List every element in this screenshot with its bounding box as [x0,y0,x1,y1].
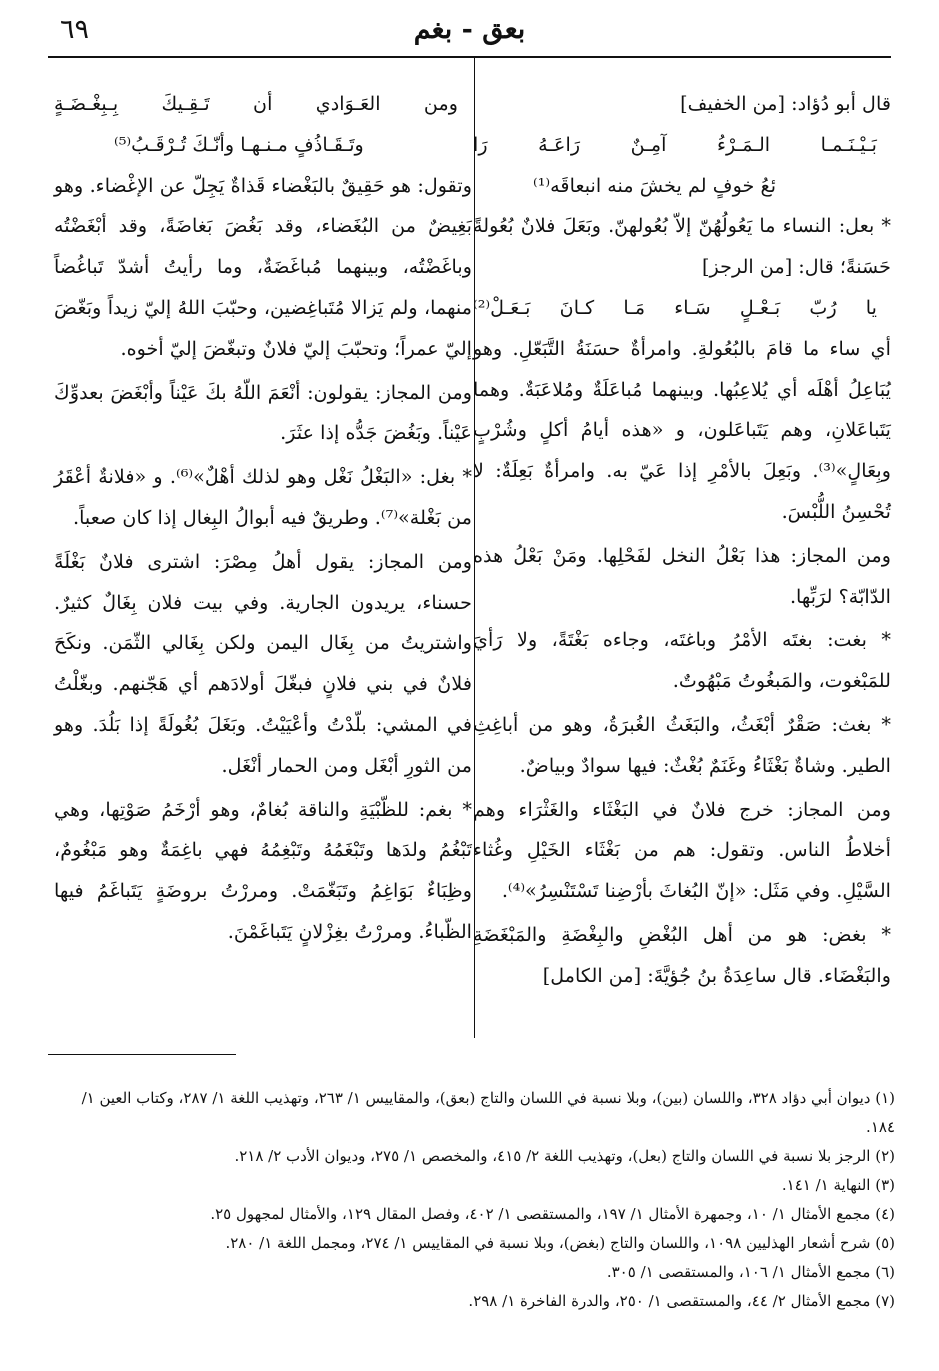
footnote: (٢) الرجز بلا نسبة في اللسان والتاج (بعل)، وتهذيب اللغة ٢/ ٤١٥، والمخصص ١/ ٢٧٥، وديوان الأدب ٢/ ٢١٨. [234,1147,895,1165]
verse-line: ومن العَـوَادي أن تَـقِـيكَ بِـبِغْـضَـةٍ [54,92,458,115]
left-column [54,84,472,953]
page-number: ٦٩ [60,14,90,45]
footnote: (٤) مجمع الأمثال ١/ ١٠، وجمهرة الأمثال ١/ ١٩٧، والمستقصى ١/ ٤٠٢، وفصل المقال ١٢٩، والأمثال لمجهول ٢٥. [210,1205,895,1223]
entry-paragraph: * بغم: للظّبْيَةِ والناقة بُغامٌ، وهو أرْخَمُ صَوْتِها، وهي تَبْغُمُ ولدَها وتَبْغَمُهُ وتَبْغِمُهُ فهي باغِمَةٌ وهو مَبْغُومٌ، وظِبَاءٌ بَوَاغِمُ وتَبَغّمَتْ. ومررْتُ بروضَةٍ يَتَباغَمُ فيها الظّباءُ. ومررْتُ بغِزْلانٍ يَتَباغَمْنَ. [54,797,472,943]
footnote: (٦) مجمع الأمثال ١/ ١٠٦، والمستقصى ١/ ٣٠٥. [606,1263,895,1281]
footnote: (٧) مجمع الأمثال ٢/ ٤٤، والمستقصى ١/ ٢٥٠، والدرة الفاخرة ١/ ٢٩٨. [468,1292,895,1310]
entry-paragraph: * بغث: صَقْرٌ أبْغَثُ، والبَغَثُ الغُبرَةُ، وهو من أباغِثِ الطير. وشاةٌ بَغْثَاءُ وغَنَمٌ بُغْثٌ: فيها سوادٌ وبياضٌ. [473,712,891,777]
entry-paragraph: أي ساء ما قامَ بالبُعُولةِ. وامرأةٌ حسَنَةُ التَّبَعّلِ. وهو يُبَاعِلُ أهْلَه أي يُلاعِبُها. وبينهما مُباعَلَةٌ ومُلاعَبَةٌ. وهما يَتَباعَلانِ، وهم يَتَباعَلون، و «هذه أيامُ أكلٍ وشُرْبٍ وبِعَالٍ»⁽³⁾. وبَعِلَ بالأمْرِ إذا عَيّ به. وامرأةٌ بَعِلَةٌ: لا تُحْسِنُ اللُّبْسَ. [473,336,891,523]
verse-line: ئعُ خوفٍ لم يخشَ منه انبعاقَه⁽¹⁾ [533,173,777,197]
page-title: بعق - بغم [413,14,526,45]
entry-paragraph: ومن المجاز: يقول أهلُ مِصْرَ: اشترى فلانٌ بَغْلَةً حسناء، يريدون الجارية. وفي بيت فلان بِغَالٌ كثيرٌ. واشتريتُ من بِغَال اليمن ولكن بِغَالي الثّمَن. ونكَحَ فلانٌ في بني فلانٍ فبغّلَ أولادَهم أي هَجّنهم. وبغّلْتُ في المشي: بلّدْتُ وأعْيَيْتُ. وبَغَلَ بُغُولَةً إذا بَلُدَ. وهو من الثورِ أبْغَل ومن الحمار أنْغَل. [54,549,472,777]
page-header [50,14,889,54]
verse-line: وتَـقَـاذُفٍ مـنـهـا وأنّـكَ تُـرْقَـبُ⁽⁵⁾ [114,132,364,156]
footnotes [48,1084,895,1316]
entry-paragraph: ومن المجاز: خرج فلانٌ في البَغْثَاء والغَثْرَاء وهم أخلاطُ الناس. وتقول: هم من بَغْثَاء الخَيْلِ وغُثاء السَّيْلِ. وفي مَثَل: «إنّ البُغاثَ بأرْضِنا تَسْتَنْسِرُ»⁽⁴⁾. [473,797,891,903]
entry-paragraph: * بغت: بغتَه الأمْرُ وباغتَه، وجاءه بَغْتَةً، ولا رَأيَ للمَبْغوت، والمَبغُوتُ مَبْهُوتٌ. [473,628,891,693]
footnote: (١) ديوان أبي دؤاد ٣٢٨، واللسان (بين)، وبلا نسبة في اللسان والتاج (بعق)، والمقاييس ١/ ٢٦٣، وتهذيب اللغة ١/ ٢٨٧، وكتاب العين ١/ ١٨٤. [81,1089,895,1136]
verse-intro: قال أبو دُؤاد: [من الخفيف] [680,92,891,115]
right-column [473,84,891,997]
entry-paragraph: ومن المجاز: يقولون: أنْعَمَ اللّهُ بكَ عَيْناً وأبْغَضَ بعدوِّكَ عَيْناً. وبَغُضَ جَدُّه إذا عثَرَ. [54,380,472,445]
entry-paragraph: * بعل: النساء ما يَعُولُهُنّ إلاّ بُعُولهنّ. وبَعَلَ فلانٌ بُعُولةً حَسَنةً؛ قال: [من الرجز] [473,214,891,279]
entry-paragraph: * بغل: «البَغْلُ نَغْل وهو لذلك أهْلٌ»⁽⁶⁾. و «فلانةٌ أعْقَرُ من بَغْلة»⁽⁷⁾. وطريقٌ فيه أبوالُ البِغال إذا كان صعباً. [54,465,472,529]
entry-paragraph: * بغض: هو من أهل البُغْضِ والبِغْضَةِ والمَبْغَضَةِ والبَغْضَاء. قال ساعِدَةُ بنُ جُؤيَّةَ: [من الكامل] [473,922,891,987]
footnote: (٥) شرح أشعار الهذليين ١٠٩٨، واللسان والتاج (بغض)، وبلا نسبة في المقاييس ١/ ٢٧٤، ومجمل اللغة ١/ ٢٨٠. [225,1234,895,1252]
footnote: (٣) النهاية ١/ ١٤١. [781,1176,895,1194]
verse-line: يا رُبّ بَـعْـلٍ سَـاء مَـا كـانَ بَـعَـلْ⁽²⁾ [473,295,877,319]
footnote-rule [48,1054,236,1055]
entry-paragraph: ومن المجاز: هذا بَعْلُ النخل لفَحْلِها. ومَنْ بَعْلُ هذه الدّابّة؟ لرَبِّها. [473,543,891,608]
verse-line: بَـيْـنَـمـا الـمَـرْءُ آمِـنٌ رَاعَـهُ رَا [473,132,877,156]
entry-paragraph: وتقول: هو حَقِيقٌ بالبَغْضاء قَذاةٌ يَجِلّ عن الإغْضاء. وهو بَغِيضٌ من البُغَضاء، وقد بَغُضَ بَغاضَةً، وقد أبْغَضْتُه وباغَضْتُه، وبينهما مُباغَضَةٌ، وما رأيتُ أشدّ تَباغُضاً منهما، ولم يَزالا مُتَباغِضين، وحبّبَ اللهُ إليّ زيداً وبَغّضَ إليّ عمراً؛ وتحبّبَ إليّ فلانٌ وتبغّضَ إليّ أخوه. [54,173,472,360]
header-rule [48,56,891,58]
